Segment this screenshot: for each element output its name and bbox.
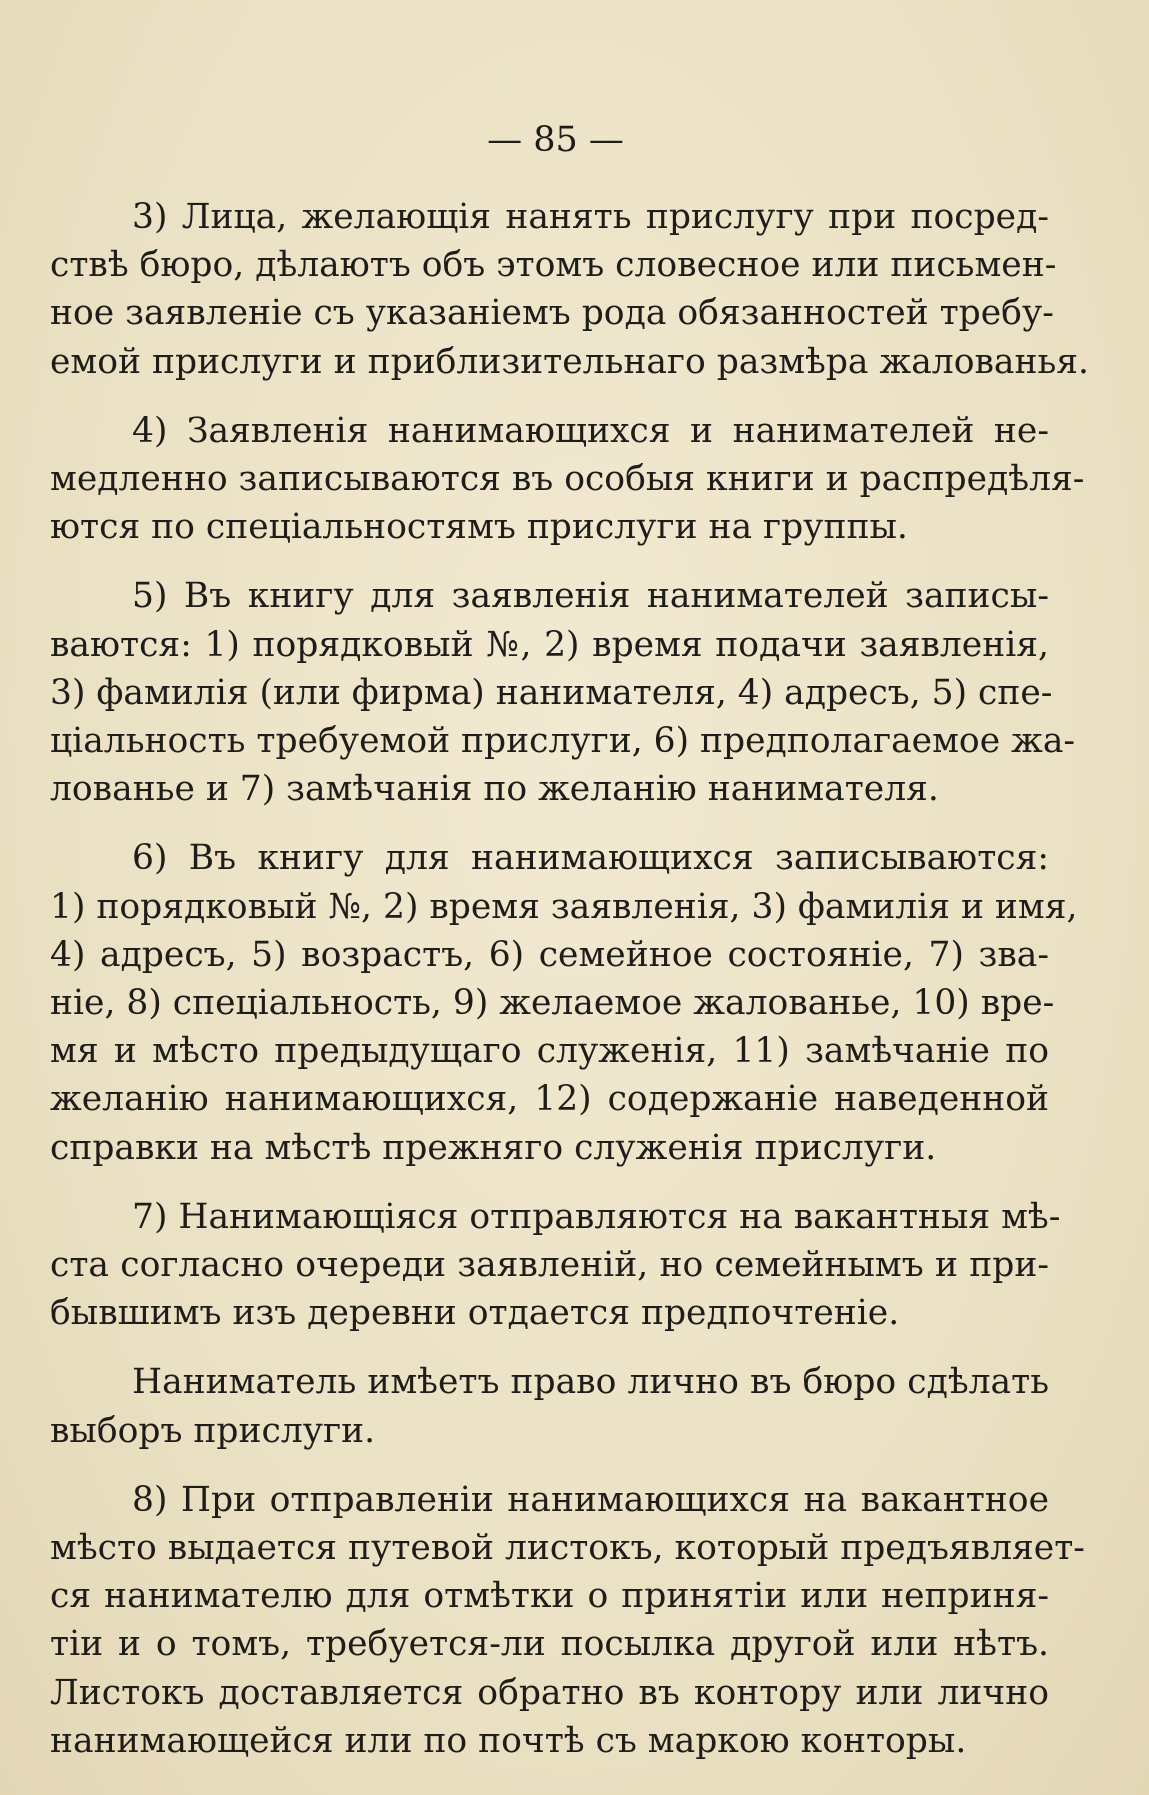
text-line: ствѣ бюро, дѣлаютъ объ этомъ словесное или письмен-	[50, 245, 1057, 286]
text-line: медленно записываются въ особыя книги и распредѣля-	[50, 459, 1085, 500]
text-line: 1) порядковый №, 2) время заявленія, 3) фамилія и имя,	[50, 886, 1078, 927]
text-line: емой прислуги и приблизительнаго размѣра жалованья.	[50, 341, 1089, 382]
text-line: ся нанимателю для отмѣтки о принятіи или неприня-	[50, 1576, 1049, 1617]
text-line: Наниматель имѣетъ право лично въ бюро сдѣлать	[132, 1362, 1049, 1403]
paragraph-1	[50, 193, 1089, 386]
text-line: справки на мѣстѣ прежняго служенія прислуги.	[50, 1127, 937, 1168]
text-line: 5) Въ книгу для заявленія нанимателей записы-	[132, 576, 1049, 617]
text-line: лованье и 7) замѣчанія по желанію нанимателя.	[50, 769, 939, 810]
paragraph-2	[50, 407, 1085, 552]
text-line: нанимающейся или по почтѣ съ маркою конторы.	[50, 1720, 967, 1761]
paragraph-3	[50, 572, 1076, 813]
text-line: ются по спеціальностямъ прислуги на группы.	[50, 507, 908, 548]
text-line: Листокъ доставляется обратно въ контору или лично	[50, 1672, 1049, 1713]
text-line: бывшимъ изъ деревни отдается предпочтеніе.	[50, 1293, 900, 1334]
text-line: 3) фамилія (или фирма) нанимателя, 4) адресъ, 5) спе-	[50, 672, 1053, 713]
paragraph-4	[50, 834, 1078, 1171]
page-text	[50, 193, 1089, 1765]
text-line: выборъ прислуги.	[50, 1410, 376, 1451]
text-line: мѣсто выдается путевой листокъ, который предъявляет-	[50, 1528, 1085, 1569]
text-line: 4) адресъ, 5) возрастъ, 6) семейное состояніе, 7) зва-	[50, 934, 1049, 975]
paragraph-6	[50, 1358, 1049, 1454]
text-line: 3) Лица, желающія нанять прислугу при посред-	[132, 197, 1049, 237]
page-number: — 85 —	[487, 120, 624, 160]
text-line: 6) Въ книгу для нанимающихся записываются:	[132, 838, 1049, 879]
paragraph-5	[50, 1193, 1061, 1338]
text-line: желанію нанимающихся, 12) содержаніе наведенной	[50, 1079, 1049, 1120]
text-line: 4) Заявленія нанимающихся и нанимателей не-	[132, 410, 1049, 451]
text-line: ста согласно очереди заявленій, но семейнымъ и при-	[50, 1245, 1049, 1286]
text-line: ное заявленіе съ указаніемъ рода обязанностей требу-	[50, 293, 1054, 334]
text-line: ціальность требуемой прислуги, 6) предполагаемое жа-	[50, 721, 1076, 762]
text-line: тіи и о томъ, требуется-ли посылка другой или нѣтъ.	[50, 1624, 1049, 1665]
text-line: 7) Нанимающіяся отправляются на вакантныя мѣ-	[132, 1196, 1061, 1237]
text-line: 8) При отправленіи нанимающихся на вакантное	[132, 1479, 1049, 1520]
text-line: ніе, 8) спеціальность, 9) желаемое жалованье, 10) вре-	[50, 983, 1055, 1024]
text-line: ваются: 1) порядковый №, 2) время подачи заявленія,	[50, 624, 1049, 665]
paragraph-7	[50, 1476, 1085, 1765]
text-line: мя и мѣсто предыдущаго служенія, 11) замѣчаніе по	[50, 1031, 1049, 1072]
